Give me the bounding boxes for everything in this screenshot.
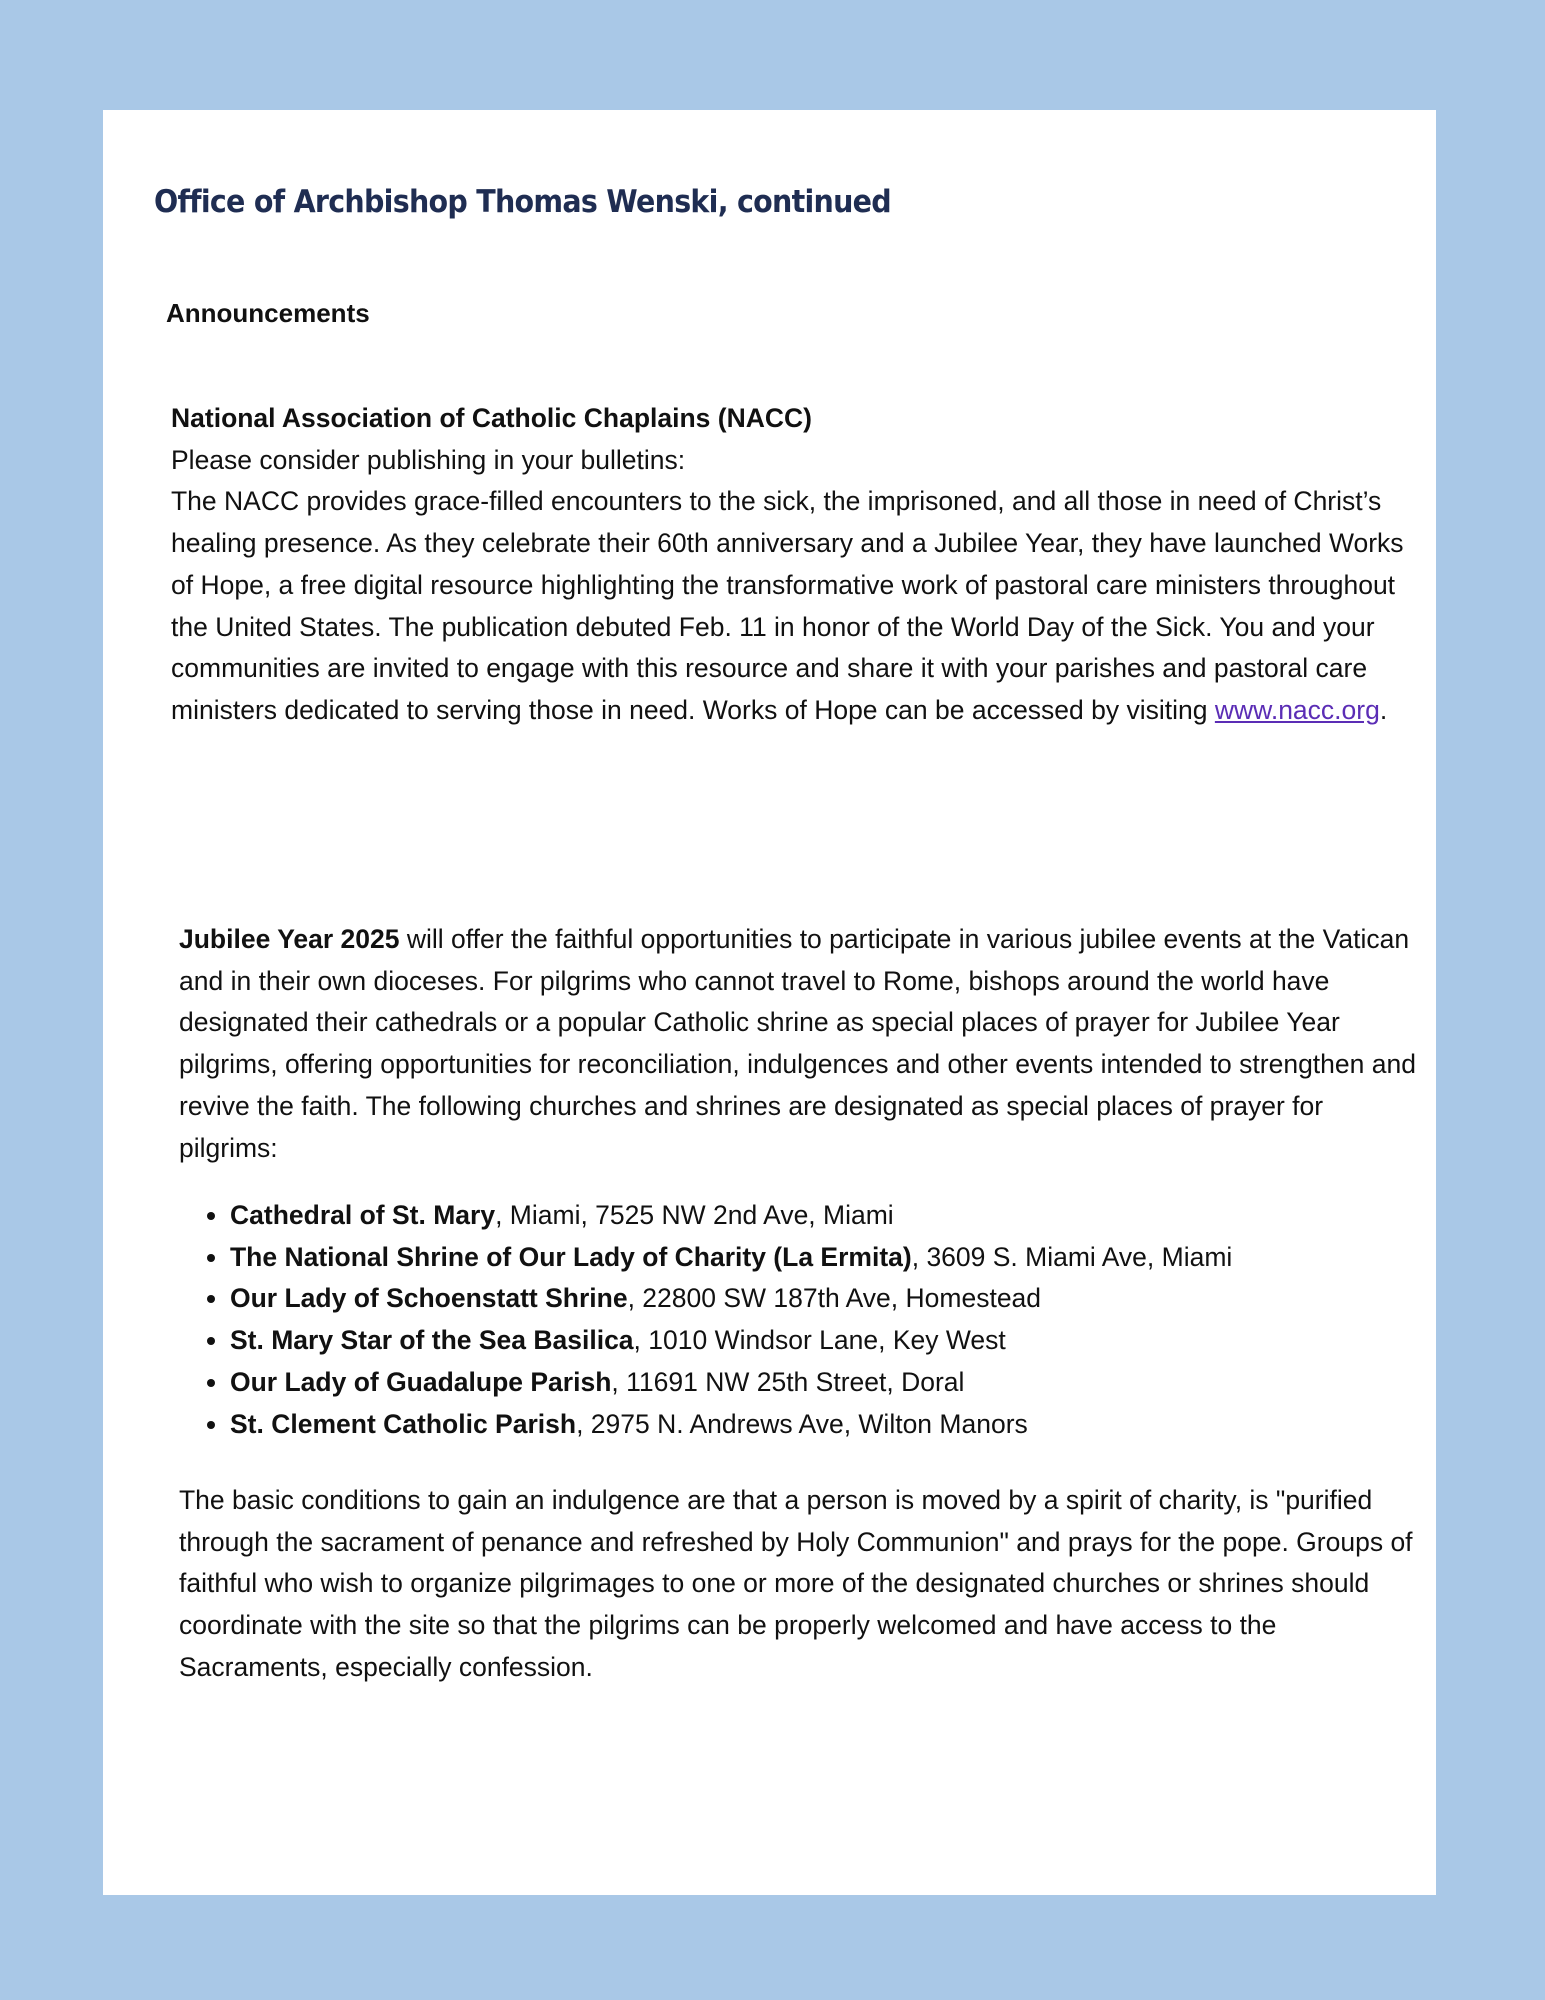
list-item: [230, 1362, 1430, 1404]
section-heading-announcements: Announcements: [166, 298, 370, 328]
list-item: [230, 1195, 1430, 1237]
site-name: St. Mary Star of the Sea Basilica: [230, 1325, 634, 1356]
site-address: , Miami, 7525 NW 2nd Ave, Miami: [495, 1200, 894, 1230]
nacc-body-text: The NACC provides grace-filled encounters to the sick, the imprisoned, and all those in need of Christ’s healing presence. As they celebrate their 60th anniversary and a Jubilee Year, they have launched Works of Hope, a free digital resource highlighting the transformative work of pastoral care ministers throughout the United States. The publication debuted Feb. 11 in honor of the World Day of the Sick. You and your communities are invited to engage with this resource and share it with your parishes and pastoral care ministers dedicated to serving those in need. Works of Hope can be accessed by visiting: [171, 486, 1404, 725]
nacc-intro: Please consider publishing in your bulletins:: [171, 444, 686, 475]
site-name: Cathedral of St. Mary: [230, 1200, 496, 1230]
jubilee-body: will offer the faithful opportunities to participate in various jubilee events at the Vatican and in their own dioceses. For pilgrims who cannot travel to Rome, bishops around the world have designated their cathedrals or a popular Catholic shrine as special places of prayer for Jubilee Year pilgrims, offering opportunities for reconciliation, indulgences and other events intended to strengthen and revive the faith. The following churches and shrines are designated as special places of prayer for pilgrims:: [179, 924, 1416, 1163]
nacc-body-end: .: [1379, 694, 1388, 725]
page-title: Office of Archbishop Thomas Wenski, continued: [154, 184, 891, 220]
jubilee-intro: [179, 919, 1419, 1169]
jubilee-lead: Jubilee Year 2025: [179, 924, 400, 954]
nacc-body: [171, 481, 1411, 731]
site-address: , 3609 S. Miami Ave, Miami: [911, 1241, 1233, 1272]
pilgrimage-sites-list: [179, 1195, 1430, 1445]
site-name: St. Clement Catholic Parish: [230, 1408, 577, 1439]
nacc-announcement: [171, 398, 1411, 732]
site-address: , 11691 NW 25th Street, Doral: [611, 1366, 965, 1397]
list-item: [230, 1404, 1430, 1446]
site-name: Our Lady of Guadalupe Parish: [230, 1366, 612, 1397]
list-item: [230, 1237, 1430, 1279]
list-item: [230, 1278, 1430, 1320]
site-name: The National Shrine of Our Lady of Charity (La Ermita): [230, 1241, 912, 1272]
site-address: , 22800 SW 187th Ave, Homestead: [627, 1283, 1042, 1314]
site-address: , 2975 N. Andrews Ave, Wilton Manors: [576, 1408, 1028, 1439]
site-name: Our Lady of Schoenstatt Shrine: [230, 1283, 628, 1314]
nacc-heading: National Association of Catholic Chaplains (NACC): [171, 403, 812, 433]
nacc-website-link[interactable]: www.nacc.org: [1214, 694, 1380, 725]
site-address: , 1010 Windsor Lane, Key West: [633, 1325, 1006, 1356]
list-item: [230, 1320, 1430, 1362]
document-page: [103, 110, 1436, 1895]
indulgence-conditions: The basic conditions to gain an indulgence are that a person is moved by a spirit of charity, is "purified through the sacrament of penance and refreshed by Holy Communion" and prays for the pope. Groups of faithful who wish to organize pilgrimages to one or more of the designated churches or shrines should coordinate with the site so that the pilgrims can be properly welcomed and have access to the Sacraments, especially confession.: [179, 1485, 1413, 1682]
jubilee-announcement: [179, 919, 1419, 1169]
